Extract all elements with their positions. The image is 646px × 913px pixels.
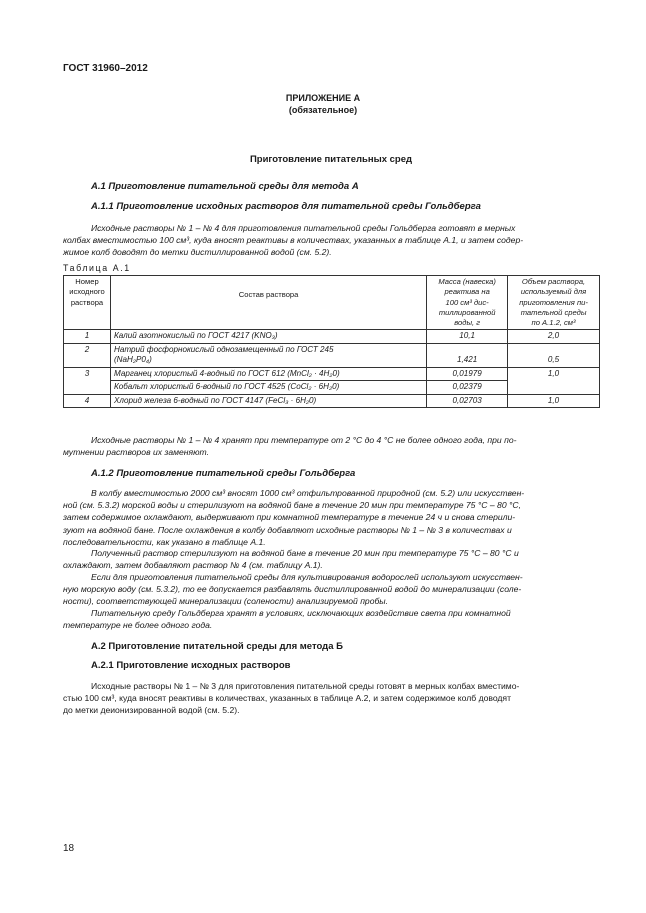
heading-a1: А.1 Приготовление питательной среды для метода А bbox=[91, 181, 359, 192]
table-row bbox=[64, 343, 600, 367]
text-line: охлаждают, затем добавляют раствор № 4 (см. таблицу А.1). bbox=[63, 560, 323, 571]
cell-number: 4 bbox=[64, 394, 111, 408]
table-row bbox=[64, 367, 600, 381]
table-header-row bbox=[64, 276, 600, 330]
heading-a1-2: А.1.2 Приготовление питательной среды Гольдберга bbox=[91, 468, 356, 479]
appendix-subtitle: (обязательное) bbox=[288, 105, 358, 116]
text-line: температуре не более одного года. bbox=[63, 620, 213, 631]
heading-a2: А.2 Приготовление питательной среды для метода Б bbox=[91, 641, 343, 652]
cell-number: 3 bbox=[64, 367, 111, 394]
cell-number: 1 bbox=[64, 330, 111, 344]
text-line: колбах вместимостью 100 см³, куда вносят реактивы в количествах, указанных в таблице А.1, и затем содер- bbox=[63, 235, 524, 246]
paragraph-a1-2-2 bbox=[63, 547, 599, 571]
text-line: ности), соответствующей минерализации (солености) анализируемой пробы. bbox=[63, 596, 389, 607]
cell-volume: 0,5 bbox=[508, 343, 600, 367]
text-line: Исходные растворы № 1 – № 4 хранят при температуре от 2 °С до 4 °С не более одного года, при по- bbox=[91, 435, 517, 445]
heading-a1-1: А.1.1 Приготовление исходных растворов для питательной среды Гольдберга bbox=[91, 201, 481, 212]
cell-volume: 2,0 bbox=[508, 330, 600, 344]
text-line: последовательности, как указано в таблице А.1. bbox=[63, 536, 266, 547]
text-line: Полученный раствор стерилизуют на водяной бане в течение 20 мин при температуре 75 °С – 80 °С и bbox=[91, 548, 519, 558]
text-line: Исходные растворы № 1 – № 3 для приготовления питательной среды готовят в мерных колбах вместимо- bbox=[91, 681, 520, 691]
text-line: ной (см. 5.3.2) морской воды и стерилизуют на водяной бане в течение 20 мин при температуре 75 °С – 80 °С, bbox=[63, 500, 522, 511]
header-mass: Масса (навеска) реактива на 100 см³ дис- тиллированной воды, г bbox=[427, 276, 508, 330]
text-line: затем содержимое охлаждают, выдерживают при комнатной температуре в течение 24 ч и снова стерили- bbox=[63, 512, 516, 523]
cell-mass: 0,02703 bbox=[427, 394, 508, 408]
cell-composition: Натрий фосфорнокислый однозамещенный по ГОСТ 245 (NaH₂P0₄) bbox=[110, 343, 426, 367]
text-line: ную морскую воду (см. 5.3.2), то ее допускается разбавлять дистиллированной водой до минерализации (соле- bbox=[63, 584, 522, 595]
text-line: В колбу вместимостью 2000 см³ вносят 1000 см³ отфильтрованной природной (см. 5.2) или искусствен- bbox=[91, 488, 525, 498]
appendix-heading bbox=[0, 92, 646, 116]
cell-mass: 0,02379 bbox=[427, 381, 508, 395]
reagents-table bbox=[63, 275, 600, 408]
cell-volume: 1,0 bbox=[508, 367, 600, 394]
cell-mass: 10,1 bbox=[427, 330, 508, 344]
header-volume: Объем раствора, используемый для приготовления пи- тательной среды по А.1.2, см³ bbox=[508, 276, 600, 330]
text-line: стью 100 см³, куда вносят реактивы в количествах, указанных в таблице А.2, и затем содержимое колб доводят bbox=[63, 693, 512, 704]
cell-composition: Калий азотнокислый по ГОСТ 4217 (KNO₃) bbox=[110, 330, 426, 344]
paragraph-intro bbox=[63, 222, 599, 259]
text-line: мутнении растворов их заменяют. bbox=[63, 447, 210, 458]
table-label: Таблица А.1 bbox=[63, 263, 131, 273]
paragraph-storage bbox=[63, 434, 599, 458]
cell-mass: 1,421 bbox=[427, 343, 508, 367]
text-line: Питательную среду Гольдберга хранят в условиях, исключающих воздействие света при комнатной bbox=[91, 608, 511, 618]
table-row bbox=[64, 330, 600, 344]
table-row bbox=[64, 394, 600, 408]
appendix-title: ПРИЛОЖЕНИЕ А bbox=[285, 93, 361, 103]
cell-composition: Кобальт хлористый 6-водный по ГОСТ 4525 (CoCl₂ · 6H₂0) bbox=[110, 381, 426, 395]
cell-volume: 1,0 bbox=[508, 394, 600, 408]
cell-number: 2 bbox=[64, 343, 111, 367]
paragraph-a1-2-3 bbox=[63, 571, 599, 608]
heading-a2-1: А.2.1 Приготовление исходных растворов bbox=[91, 660, 291, 671]
text-line: Исходные растворы № 1 – № 4 для приготовления питательной среды Гольдберга готовят в мерных bbox=[91, 223, 516, 233]
cell-composition: Хлорид железа 6-водный по ГОСТ 4147 (FeCl₃ · 6H₂0) bbox=[110, 394, 426, 408]
paragraph-a1-2-4 bbox=[63, 607, 599, 631]
header-number: Номер исходного раствора bbox=[64, 276, 111, 330]
text-line: зуют на водяной бане. После охлаждения в колбу добавляют исходные растворы № 1 – № 3 в количествах и bbox=[63, 524, 512, 535]
text-line: Если для приготовления питательной среды для культивирования водорослей используют искусствен- bbox=[91, 572, 523, 582]
page-number: 18 bbox=[63, 843, 75, 854]
paragraph-a1-2-1 bbox=[63, 487, 599, 548]
document-code: ГОСТ 31960–2012 bbox=[63, 63, 148, 74]
paragraph-a2-1 bbox=[63, 680, 599, 717]
text-line: до метки деионизированной водой (см. 5.2). bbox=[63, 705, 240, 716]
text-line: жимое колб доводят до метки дистиллированной водой (см. 5.2). bbox=[63, 247, 332, 258]
cell-mass: 0,01979 bbox=[427, 367, 508, 381]
section-title: Приготовление питательных сред bbox=[249, 154, 413, 165]
cell-composition: Марганец хлористый 4-водный по ГОСТ 612 (MnCl₂ · 4H₂0) bbox=[110, 367, 426, 381]
header-composition: Состав раствора bbox=[110, 276, 426, 330]
